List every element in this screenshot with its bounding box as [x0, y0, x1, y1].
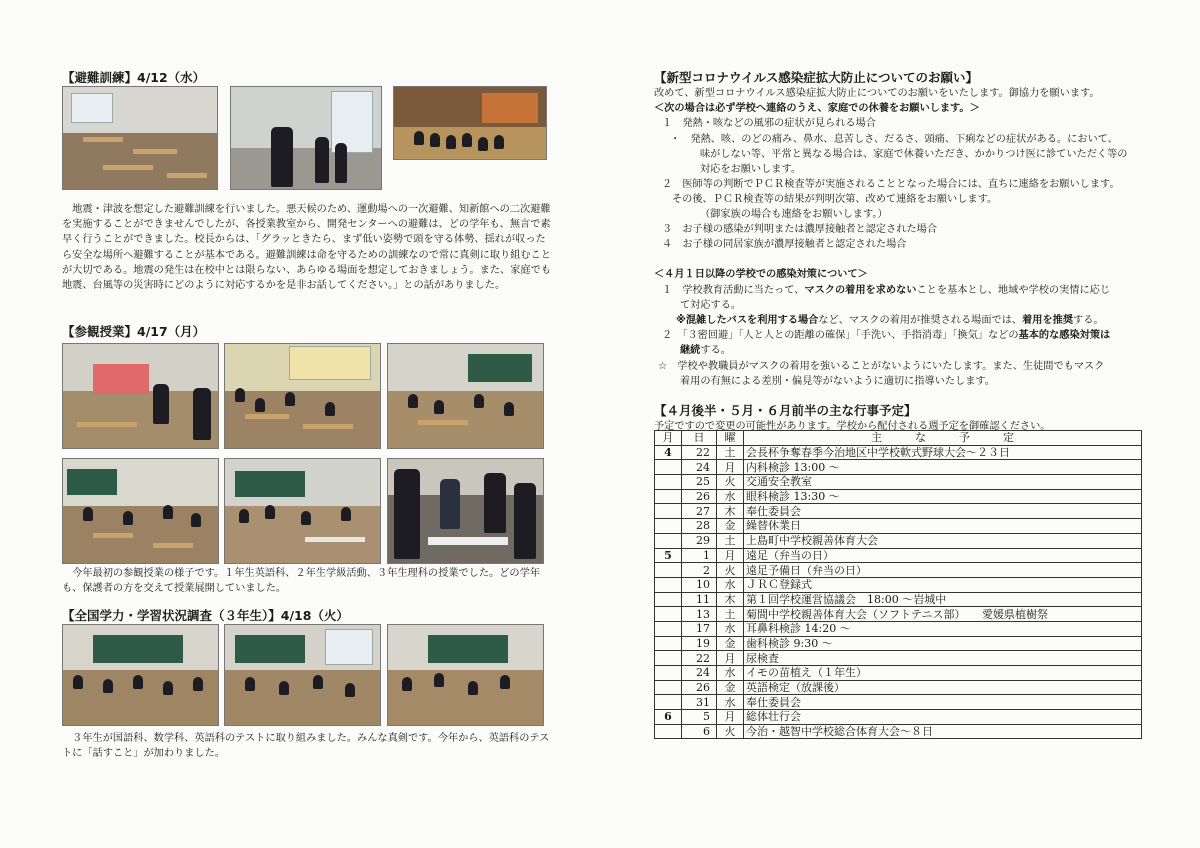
evac-body: 地震・津波を想定した避難訓練を行いました。悪天候のため、運動場への一次避難、知新館への二次避難を実施することができませんでしたが、各授業教室から、開発センターへの避難は、どの学年も、無言で素早く行うことができました。校長からは、「グラッときたら、まず低い姿勢で頭を守る体勢、揺れが収ったら安全な場所へ避難することが基本である。避難訓練は命を守るための訓練なので常に真剣に取り組むことが大切である。地震の発生は在校中とは限らない、あらゆる場面を想定しておきましょう。また、家庭でも地震、台風等の災害時にどのように対応するかを是非お話してください。」との話がありました。 — [62, 204, 551, 292]
row-event: 第１回学校運営協議会 18:00 ～岩城中 — [744, 592, 1142, 607]
row-weekday: 火 — [717, 724, 744, 739]
row-month — [655, 636, 682, 651]
row-event: 遠足（弁当の日） — [744, 548, 1142, 563]
row-event: 奉仕委員会 — [744, 695, 1142, 710]
covid-title: 【新型コロナウイルス感染症拡大防止についてのお願い】 — [654, 70, 979, 85]
row-event: 耳鼻科検診 14:20 ～ — [744, 621, 1142, 636]
row-event: イモの苗植え（１年生） — [744, 666, 1142, 681]
schedule-row — [655, 548, 1142, 563]
covid-item2-c: （御家族の場合も連絡をお願いします。） — [700, 209, 888, 220]
visit-photo-6 — [387, 458, 544, 564]
covid-p1-note-bold2: 着用を推奨 — [1022, 315, 1074, 326]
covid-p2-a: ２ 「３密回避」「人と人との距離の確保」「手洗い、手指消毒」「換気」などの — [662, 330, 1019, 341]
row-day: 22 — [682, 651, 717, 666]
row-weekday: 土 — [717, 533, 744, 548]
schedule-header-row — [655, 431, 1142, 446]
row-month — [655, 504, 682, 519]
covid-p1-note — [676, 311, 1104, 326]
schedule-row — [655, 680, 1142, 695]
schedule-note: 予定ですので変更の可能性があります。学校から配付される週予定を御確認ください。 — [654, 421, 1051, 432]
row-event: 会長杯争奪春季今治地区中学校軟式野球大会～２３日 — [744, 445, 1142, 460]
row-month — [655, 724, 682, 739]
covid-p1-a: １ 学校教育活動に当たって、 — [662, 285, 805, 296]
schedule-row — [655, 651, 1142, 666]
schedule-row — [655, 592, 1142, 607]
schedule-row — [655, 533, 1142, 548]
row-month — [655, 621, 682, 636]
row-event: 内科検診 13:00 ～ — [744, 460, 1142, 475]
covid-star-b: 着用の有無による差別・偏見等がないように適切に指導いたします。 — [680, 376, 995, 387]
covid-item1-b: 味がしない等、平常と異なる場合は、家庭で休養いただき、かかりつけ医に診ていただく等の — [700, 149, 1128, 160]
covid-sub2: ＜４月１日以降の学校での感染対策について＞ — [654, 269, 868, 280]
row-weekday: 土 — [717, 445, 744, 460]
schedule-row — [655, 563, 1142, 578]
row-weekday: 金 — [717, 636, 744, 651]
schedule-row — [655, 504, 1142, 519]
schedule-row — [655, 445, 1142, 460]
row-event: 総体壮行会 — [744, 710, 1142, 725]
schedule-row — [655, 607, 1142, 622]
row-event: 歯科検診 9:30 ～ — [744, 636, 1142, 651]
covid-p2-b: 継続 — [680, 345, 701, 356]
survey-title: 【全国学力・学習状況調査（３年生）】4/18（火） — [62, 608, 349, 623]
survey-photo-1 — [62, 624, 219, 726]
row-weekday: 火 — [717, 475, 744, 490]
row-event: 交通安全教室 — [744, 475, 1142, 490]
schedule-row — [655, 724, 1142, 739]
row-event: 今治・越智中学校総合体育大会～８日 — [744, 724, 1142, 739]
covid-p1-b: ことを基本とし、地域や学校の実情に応じ — [916, 285, 1111, 296]
visit-photo-5 — [224, 458, 381, 564]
row-weekday: 金 — [717, 519, 744, 534]
covid-p1-bold: マスクの着用を求めない — [804, 285, 917, 296]
row-weekday: 月 — [717, 710, 744, 725]
schedule-row — [655, 666, 1142, 681]
row-month — [655, 695, 682, 710]
header-event: 主 な 予 定 — [744, 431, 1142, 446]
row-month — [655, 533, 682, 548]
covid-star-a: ☆ 学校や教職員がマスクの着用を強いることがないようにいたします。また、生徒間でもマスク — [658, 361, 1105, 372]
header-weekday: 曜 — [717, 431, 744, 446]
row-month: 4 — [655, 445, 682, 460]
row-day: 17 — [682, 621, 717, 636]
covid-p1 — [662, 281, 1110, 296]
visit-photo-2 — [224, 343, 381, 449]
schedule-row — [655, 621, 1142, 636]
row-day: 25 — [682, 475, 717, 490]
visit-body: 今年最初の参観授業の様子です。１年生英語科、２年生学級活動、３年生理科の授業でした。どの学年も、保護者の方を交えて授業展開していました。 — [62, 568, 540, 595]
covid-p2-bold: 基本的な感染対策は — [1018, 330, 1111, 341]
row-month — [655, 460, 682, 475]
covid-item1-a: ・ 発熱、咳、のどの痛み、鼻水、息苦しさ、だるさ、頭痛、下痢などの症状がある。において、 — [670, 134, 1118, 145]
covid-p2-cont — [680, 341, 731, 356]
row-day: 22 — [682, 445, 717, 460]
schedule-row — [655, 489, 1142, 504]
row-month — [655, 607, 682, 622]
covid-item4: ４ お子様の同居家族が濃厚接触者と認定された場合 — [662, 239, 907, 250]
row-day: 26 — [682, 489, 717, 504]
row-event: ＪＲＣ登録式 — [744, 577, 1142, 592]
row-weekday: 木 — [717, 504, 744, 519]
covid-item1-c: 対応をお願いします。 — [700, 164, 802, 175]
survey-photo-2 — [224, 624, 381, 726]
schedule-title: 【４月後半・５月・６月前半の主な行事予定】 — [654, 403, 917, 418]
row-weekday: 月 — [717, 460, 744, 475]
row-month: 5 — [655, 548, 682, 563]
row-event: 眼科検診 13:30 ～ — [744, 489, 1142, 504]
schedule-row — [655, 710, 1142, 725]
row-event: 尿検査 — [744, 651, 1142, 666]
visit-photo-4 — [62, 458, 219, 564]
row-day: 28 — [682, 519, 717, 534]
row-month — [655, 577, 682, 592]
row-weekday: 木 — [717, 592, 744, 607]
covid-p1-c: て対応する。 — [680, 300, 742, 311]
row-day: 31 — [682, 695, 717, 710]
header-month: 月 — [655, 431, 682, 446]
covid-item2-b: その後、ＰＣＲ検査等の結果が判明次第、改めて連絡をお願いします。 — [672, 194, 998, 205]
schedule-row — [655, 519, 1142, 534]
evac-title: 【避難訓練】4/12（水） — [62, 70, 206, 85]
schedule-row — [655, 460, 1142, 475]
row-event: 菊間中学校親善体育大会（ソフトテニス部） 愛媛県植樹祭 — [744, 607, 1142, 622]
covid-p1-note-end: する。 — [1073, 315, 1104, 326]
row-month — [655, 680, 682, 695]
covid-item2: ２ 医師等の判断でＰＣＲ検査等が実施されることとなった場合には、直ちに連絡をお願いします。 — [662, 179, 1120, 190]
row-weekday: 金 — [717, 680, 744, 695]
visit-photo-3 — [387, 343, 544, 449]
covid-p1-note-bold1: ※混雑したバスを利用する場合 — [676, 315, 819, 326]
survey-photo-3 — [387, 624, 544, 726]
row-event: 奉仕委員会 — [744, 504, 1142, 519]
covid-item1: １ 発熱・咳などの風邪の症状が見られる場合 — [662, 118, 876, 129]
row-day: 10 — [682, 577, 717, 592]
covid-p2 — [662, 326, 1110, 341]
row-weekday: 土 — [717, 607, 744, 622]
row-day: 26 — [682, 680, 717, 695]
schedule-row — [655, 695, 1142, 710]
schedule-row — [655, 577, 1142, 592]
survey-body: ３年生が国語科、数学科、英語科のテストに取り組みました。みんな真剣です。今年から、英語科のテストに「話すこと」が加わりました。 — [62, 733, 550, 760]
evac-photo-hall — [393, 86, 547, 160]
row-month — [655, 651, 682, 666]
schedule-row — [655, 636, 1142, 651]
row-weekday: 水 — [717, 577, 744, 592]
covid-p1-note-mid: など、マスクの着用が推奨される場面では、 — [818, 315, 1023, 326]
evac-photo-hallway — [230, 86, 382, 190]
visit-photo-1 — [62, 343, 219, 449]
row-month — [655, 475, 682, 490]
row-weekday: 水 — [717, 489, 744, 504]
row-event: 英語検定（放課後） — [744, 680, 1142, 695]
row-day: 24 — [682, 666, 717, 681]
row-weekday: 水 — [717, 666, 744, 681]
evac-photo-classroom — [62, 86, 218, 190]
row-day: 29 — [682, 533, 717, 548]
visit-title: 【参観授業】4/17（月） — [62, 324, 206, 339]
schedule-row — [655, 475, 1142, 490]
row-weekday: 月 — [717, 651, 744, 666]
row-month — [655, 489, 682, 504]
row-event: 遠足予備日（弁当の日） — [744, 563, 1142, 578]
row-weekday: 水 — [717, 621, 744, 636]
row-weekday: 火 — [717, 563, 744, 578]
row-day: 19 — [682, 636, 717, 651]
row-event: 上島町中学校親善体育大会 — [744, 533, 1142, 548]
covid-sub1: ＜次の場合は必ず学校へ連絡のうえ、家庭での休養をお願いします。＞ — [654, 103, 980, 114]
row-month — [655, 666, 682, 681]
row-event: 繰替休業日 — [744, 519, 1142, 534]
row-day: 11 — [682, 592, 717, 607]
row-month: 6 — [655, 710, 682, 725]
header-day: 日 — [682, 431, 717, 446]
row-weekday: 水 — [717, 695, 744, 710]
row-day: 2 — [682, 563, 717, 578]
row-month — [655, 519, 682, 534]
row-day: 1 — [682, 548, 717, 563]
row-day: 24 — [682, 460, 717, 475]
row-month — [655, 563, 682, 578]
row-weekday: 月 — [717, 548, 744, 563]
row-day: 6 — [682, 724, 717, 739]
covid-item3: ３ お子様の感染が判明または濃厚接触者と認定された場合 — [662, 224, 938, 235]
covid-intro: 改めて、新型コロナウイルス感染症拡大防止についてのお願いをいたします。御協力を願います。 — [654, 88, 1100, 99]
row-day: 13 — [682, 607, 717, 622]
row-month — [655, 592, 682, 607]
row-day: 27 — [682, 504, 717, 519]
row-day: 5 — [682, 710, 717, 725]
covid-p2-c: する。 — [700, 345, 731, 356]
schedule-table — [654, 430, 1142, 739]
